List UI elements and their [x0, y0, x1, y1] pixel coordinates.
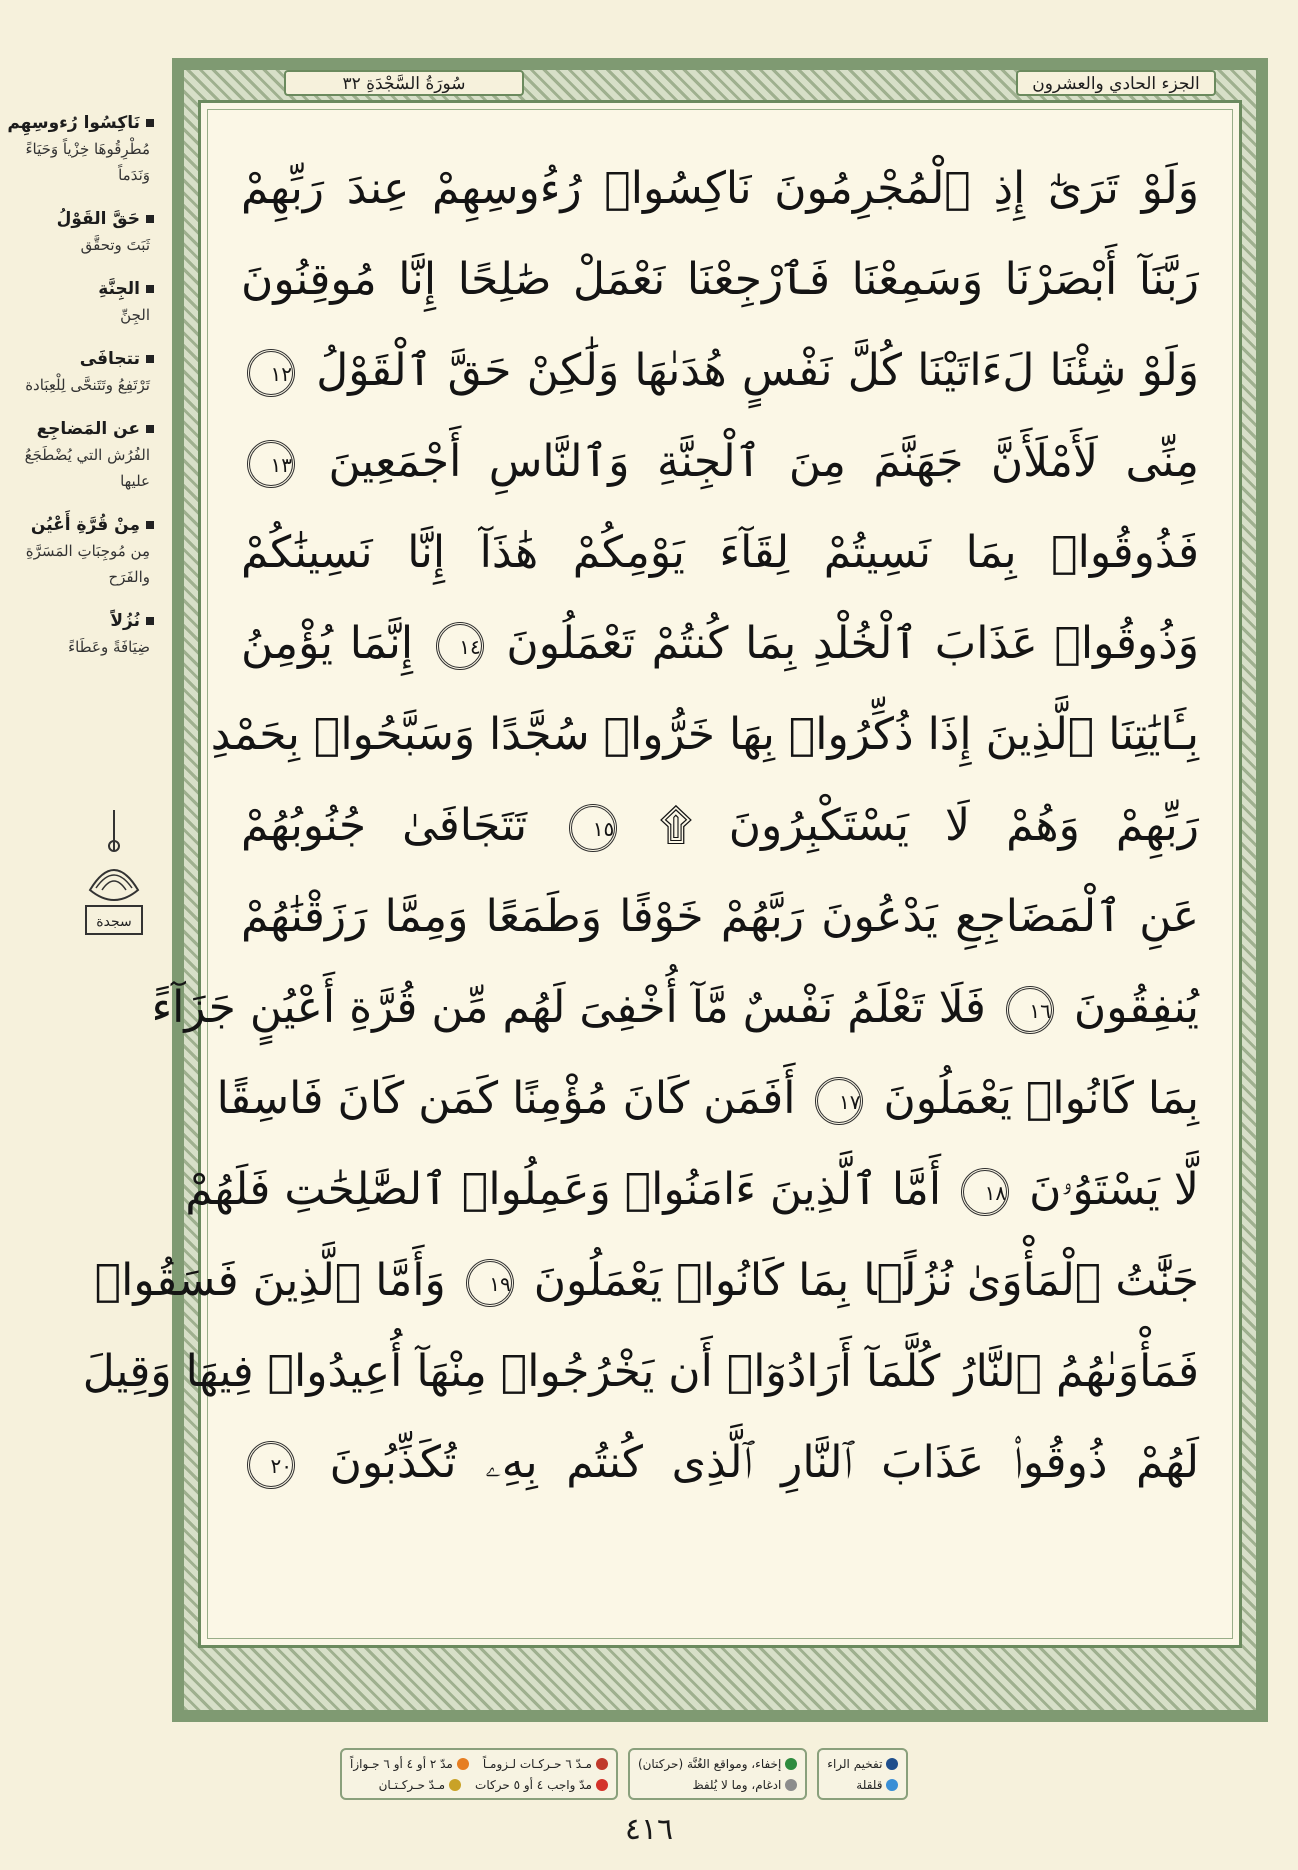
- legend-row: [827, 1757, 898, 1771]
- color-dot-icon: [596, 1779, 608, 1791]
- verse-line: [241, 234, 1199, 325]
- glossary-term-text: حَقَّ القَوْلُ: [56, 209, 140, 229]
- verse-text: فَذُوقُوا۟ بِمَا نَسِيتُمْ لِقَآءَ يَوْمِكُمْ هَٰذَآ إِنَّا نَسِينَٰكُمْ: [241, 527, 1199, 578]
- verse-number-marker: ١٧: [815, 1077, 863, 1125]
- bullet-icon: [146, 425, 154, 433]
- legend-box-ra: [817, 1748, 908, 1800]
- legend-item: [379, 1778, 461, 1792]
- glossary-definition: الجِنِّ: [120, 306, 150, 324]
- bullet-icon: [146, 119, 154, 127]
- glossary-definition: ثَبَتَ وتحقَّق: [80, 236, 150, 254]
- verse-line: [241, 871, 1199, 962]
- verse-number-marker: ١٩: [466, 1259, 514, 1307]
- verse-line: [241, 1417, 1199, 1508]
- legend-box-madd: [340, 1748, 618, 1800]
- bullet-icon: [146, 215, 154, 223]
- surah-header: سُورَةُ السَّجْدَةِ ٣٢: [284, 70, 524, 96]
- verse-number-marker: ١٤: [436, 622, 484, 670]
- verse-text: فَمَأْوَىٰهُمُ ٱلنَّارُ كُلَّمَآ أَرَادُوٓا۟ أَن يَخْرُجُوا۟ مِنْهَآ أُعِيدُوا۟ فِيهَا وَقِيلَ: [82, 1346, 1199, 1397]
- legend-label: مـدّ ٦ حـركـات لـزومـاً: [482, 1756, 592, 1771]
- legend-label: مدّ ٢ أو ٤ أو ٦ جـوازاً: [350, 1756, 453, 1771]
- glossary-entry: [0, 416, 168, 494]
- legend-row: [350, 1778, 608, 1792]
- color-dot-icon: [886, 1779, 898, 1791]
- verse-line: [151, 962, 1199, 1053]
- legend-label: ادغام، وما لا يُلفظ: [692, 1777, 782, 1792]
- verse-line: [216, 1053, 1199, 1144]
- bullet-icon: [146, 285, 154, 293]
- glossary-entry: [0, 206, 168, 258]
- glossary-entry: [0, 110, 168, 188]
- verse-text: يُنفِقُونَ: [1073, 982, 1199, 1033]
- glossary-term-text: الجِنَّةِ: [98, 279, 140, 299]
- glossary-definition: تَرْتَفِعُ وتَتَنحَّى لِلْعِبَادة: [25, 376, 150, 394]
- verse-text-continued: تَتَجَافَىٰ جُنُوبُهُمْ: [241, 800, 528, 851]
- verse-text: بِمَا كَانُوا۟ يَعْمَلُونَ: [883, 1073, 1199, 1124]
- verse-text-continued: وَأَمَّا ٱلَّذِينَ فَسَقُوا۟: [94, 1255, 446, 1306]
- bullet-icon: [146, 617, 154, 625]
- verse-text: بِـَٔايَٰتِنَا ٱلَّذِينَ إِذَا ذُكِّرُوا۟ بِهَا خَرُّوا۟ سُجَّدًا وَسَبَّحُوا۟ بِحَمْدِ: [210, 709, 1199, 760]
- verse-line: [241, 780, 1199, 871]
- legend-label: إخفاء، ومواقع الغُنَّة (حركتان): [637, 1756, 782, 1771]
- legend-row: [638, 1757, 797, 1771]
- verse-text: مِنِّى لَأَمْلَأَنَّ جَهَنَّمَ مِنَ ٱلْجِنَّةِ وَٱلنَّاسِ أَجْمَعِينَ: [328, 436, 1199, 487]
- verse-line: [241, 325, 1199, 416]
- glossary-definition: مِن مُوجِبَاتِ المَسَرَّةِ والفَرَح: [25, 542, 150, 586]
- verse-text: رَبِّهِمْ وَهُمْ لَا يَسْتَكْبِرُونَ ۩: [659, 800, 1199, 851]
- page-number: ٤١٦: [624, 1812, 674, 1847]
- glossary-definition: مُطْرِقُوهَا خِزْياً وَحَيَاءً وَنَدَماً: [25, 140, 150, 184]
- glossary-term-text: مِنْ قُرَّةِ أَعْيُن: [30, 515, 140, 535]
- legend-item: [827, 1757, 898, 1771]
- sajdah-ornament: [82, 810, 146, 950]
- color-dot-icon: [457, 1758, 469, 1770]
- verse-text: جَنَّٰتُ ٱلْمَأْوَىٰ نُزُلًۢا بِمَا كَانُوا۟ يَعْمَلُونَ: [533, 1255, 1199, 1306]
- legend-item: [856, 1778, 898, 1792]
- glossary-term: [0, 206, 154, 232]
- glossary-term: [0, 110, 154, 136]
- glossary-term: [0, 512, 154, 538]
- color-dot-icon: [596, 1758, 608, 1770]
- glossary-entry: [0, 346, 168, 398]
- color-dot-icon: [785, 1758, 797, 1770]
- verse-text-continued: إِنَّمَا يُؤْمِنُ: [241, 618, 414, 669]
- glossary-term-text: نُزُلاً: [110, 611, 140, 631]
- verse-line: [241, 507, 1199, 598]
- verse-number-marker: ١٢: [247, 349, 295, 397]
- verse-text: وَلَوْ تَرَىٰٓ إِذِ ٱلْمُجْرِمُونَ نَاكِسُوا۟ رُءُوسِهِمْ عِندَ رَبِّهِمْ: [241, 163, 1199, 214]
- verse-text: لَّا يَسْتَوُۥنَ: [1029, 1164, 1199, 1215]
- verse-number-marker: ٢٠: [247, 1441, 295, 1489]
- legend-label: مدّ واجب ٤ أو ٥ حركات: [475, 1777, 592, 1792]
- legend-label: قلقلة: [856, 1777, 883, 1792]
- glossary-term-text: نَاكِسُوا رُءوسِهِم: [7, 113, 140, 133]
- verse-line: [210, 689, 1199, 780]
- verse-line: [94, 1235, 1199, 1326]
- legend-label: تفخيم الراء: [827, 1756, 883, 1771]
- color-dot-icon: [449, 1779, 461, 1791]
- verse-text-continued: أَمَّا ٱلَّذِينَ ءَامَنُوا۟ وَعَمِلُوا۟ ٱلصَّٰلِحَٰتِ فَلَهُمْ: [185, 1164, 942, 1215]
- verse-number-marker: ١٥: [569, 804, 617, 852]
- legend-row: [827, 1778, 898, 1792]
- glossary-term: [0, 608, 154, 634]
- verse-line: [241, 416, 1199, 507]
- juz-header: الجزء الحادي والعشرون: [1016, 70, 1216, 96]
- verse-line: [185, 1144, 1199, 1235]
- color-dot-icon: [886, 1758, 898, 1770]
- legend-item: [350, 1757, 469, 1771]
- glossary-entry: [0, 512, 168, 590]
- glossary-definition: الفُرُش التي يُضْطَجَعُ عليها: [24, 446, 150, 490]
- verse-line: [241, 143, 1199, 234]
- sajdah-label: سجدة: [96, 914, 132, 930]
- verse-text-continued: فَلَا تَعْلَمُ نَفْسٌ مَّآ أُخْفِىَ لَهُم مِّن قُرَّةِ أَعْيُنٍ جَزَآءً: [151, 982, 986, 1033]
- glossary-term: [0, 276, 154, 302]
- margin-glossary: [0, 110, 168, 678]
- legend-item: [638, 1757, 797, 1771]
- verse-number-marker: ١٣: [247, 440, 295, 488]
- verse-text: رَبَّنَآ أَبْصَرْنَا وَسَمِعْنَا فَٱرْجِعْنَا نَعْمَلْ صَٰلِحًا إِنَّا مُوقِنُونَ: [241, 254, 1199, 305]
- legend-item: [475, 1778, 608, 1792]
- glossary-term-text: تتجافَى: [79, 349, 140, 369]
- legend-row: [350, 1757, 608, 1771]
- tajweed-legend: [340, 1748, 1200, 1800]
- verse-text: وَلَوْ شِئْنَا لَءَاتَيْنَا كُلَّ نَفْسٍ هُدَىٰهَا وَلَٰكِنْ حَقَّ ٱلْقَوْلُ: [316, 345, 1199, 396]
- legend-label: مـدّ حـركـتـان: [378, 1777, 446, 1792]
- glossary-definition: ضِيَافَةً وعَطَاءً: [68, 638, 150, 656]
- verse-text: لَهُمْ ذُوقُوا۟ عَذَابَ ٱلنَّارِ ٱلَّذِى كُنتُم بِهِۦ تُكَذِّبُونَ: [329, 1437, 1199, 1488]
- verse-text: عَنِ ٱلْمَضَاجِعِ يَدْعُونَ رَبَّهُمْ خَوْفًا وَطَمَعًا وَمِمَّا رَزَقْنَٰهُمْ: [241, 891, 1199, 942]
- bullet-icon: [146, 521, 154, 529]
- verse-number-marker: ١٦: [1006, 986, 1054, 1034]
- verse-text: وَذُوقُوا۟ عَذَابَ ٱلْخُلْدِ بِمَا كُنتُمْ تَعْمَلُونَ: [506, 618, 1199, 669]
- verse-line: [82, 1326, 1199, 1417]
- legend-item: [483, 1757, 608, 1771]
- verse-text-continued: أَفَمَن كَانَ مُؤْمِنًا كَمَن كَانَ فَاسِقًا: [216, 1073, 796, 1124]
- verse-number-marker: ١٨: [961, 1168, 1009, 1216]
- sajdah-ornament-icon: [82, 810, 146, 950]
- glossary-entry: [0, 276, 168, 328]
- bullet-icon: [146, 355, 154, 363]
- color-dot-icon: [785, 1779, 797, 1791]
- legend-item: [692, 1778, 797, 1792]
- glossary-entry: [0, 608, 168, 660]
- verse-line: [241, 598, 1199, 689]
- glossary-term: [0, 416, 154, 442]
- glossary-term: [0, 346, 154, 372]
- legend-row: [638, 1778, 797, 1792]
- glossary-term-text: عن المَضاجِع: [36, 419, 140, 439]
- legend-box-ghunna: [628, 1748, 807, 1800]
